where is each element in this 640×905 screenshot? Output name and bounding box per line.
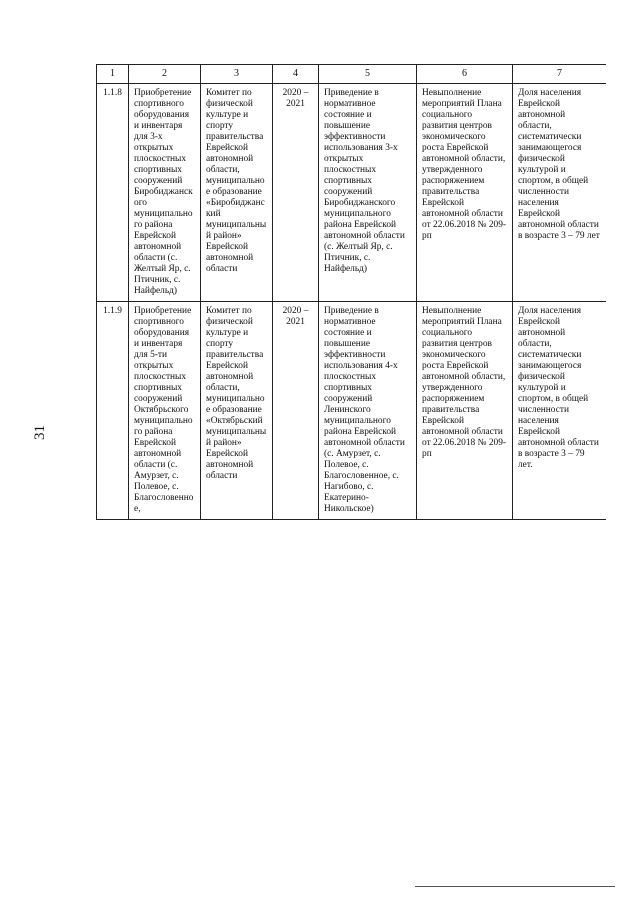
column-number-7: 7 — [513, 65, 607, 84]
implementation-period: 2020 – 2021 — [273, 301, 319, 519]
row-number: 1.1.9 — [97, 301, 129, 519]
table-row — [97, 301, 607, 519]
column-number-4: 4 — [273, 65, 319, 84]
column-number-1: 1 — [97, 65, 129, 84]
table-container — [96, 64, 606, 884]
measure-name: Приобретение спортивного оборудования и инвентаря для 5-ти открытых плоскостных спортивных сооружений Октябрьского муниципального района Еврейской автономной области (с. Амурзет, с. Полевое, с. Благословенное, — [129, 301, 201, 519]
related-indicator: Доля населения Еврейской автономной области, систематически занимающегося физической культурой и спортом, в общей численности населения Еврейской автономной области в возрасте 3 – 79 лет — [513, 83, 607, 301]
row-number: 1.1.8 — [97, 83, 129, 301]
measures-table — [96, 64, 606, 520]
non-fulfillment-consequences: Невыполнение мероприятий Плана социального развития центров экономического роста Еврейской автономной области, утвержденного распоряжением правительства Еврейской автономной области от 22.06.2018 № 209-рп — [417, 301, 513, 519]
implementation-period: 2020 – 2021 — [273, 83, 319, 301]
page-number: 31 — [32, 425, 48, 440]
document-stamp — [614, 40, 632, 200]
column-number-2: 2 — [129, 65, 201, 84]
table-header-row — [97, 65, 607, 84]
measure-name: Приобретение спортивного оборудования и инвентаря для 3-х открытых плоскостных спортивных сооружений Биробиджанского муниципального района Еврейской автономной области (с. Желтый Яр, с. Птичник, с. Найфельд) — [129, 83, 201, 301]
footer-rule — [415, 886, 615, 887]
responsible-executor: Комитет по физической культуре и спорту правительства Еврейской автономной области, муниципальное образование «Биробиджанский муниципальный район» Еврейской автономной области — [201, 83, 273, 301]
column-number-3: 3 — [201, 65, 273, 84]
related-indicator: Доля населения Еврейской автономной области, систематически занимающегося физической культурой и спортом, в общей численности населения Еврейской автономной области в возрасте 3 – 79 лет. — [513, 301, 607, 519]
non-fulfillment-consequences: Невыполнение мероприятий Плана социального развития центров экономического роста Еврейской автономной области, утвержденного распоряжением правительства Еврейской автономной области от 22.06.2018 № 209-рп — [417, 83, 513, 301]
expected-result: Приведение в нормативное состояние и повышение эффективности использования 4-х плоскостных спортивных сооружений Ленинского муниципального района Еврейской автономной области (с. Амурзет, с. Полевое, с. Благословенное, с. Нагибово, с. Екатерино-Никольское) — [319, 301, 417, 519]
table-row — [97, 83, 607, 301]
column-number-6: 6 — [417, 65, 513, 84]
responsible-executor: Комитет по физической культуре и спорту правительства Еврейской автономной области, муниципальное образование «Октябрьский муниципальный район» Еврейской автономной области — [201, 301, 273, 519]
column-number-5: 5 — [319, 65, 417, 84]
expected-result: Приведение в нормативное состояние и повышение эффективности использования 3-х открытых плоскостных спортивных сооружений Биробиджанского муниципального района Еврейской автономной области (с. Желтый Яр, с. Птичник, с. Найфельд) — [319, 83, 417, 301]
